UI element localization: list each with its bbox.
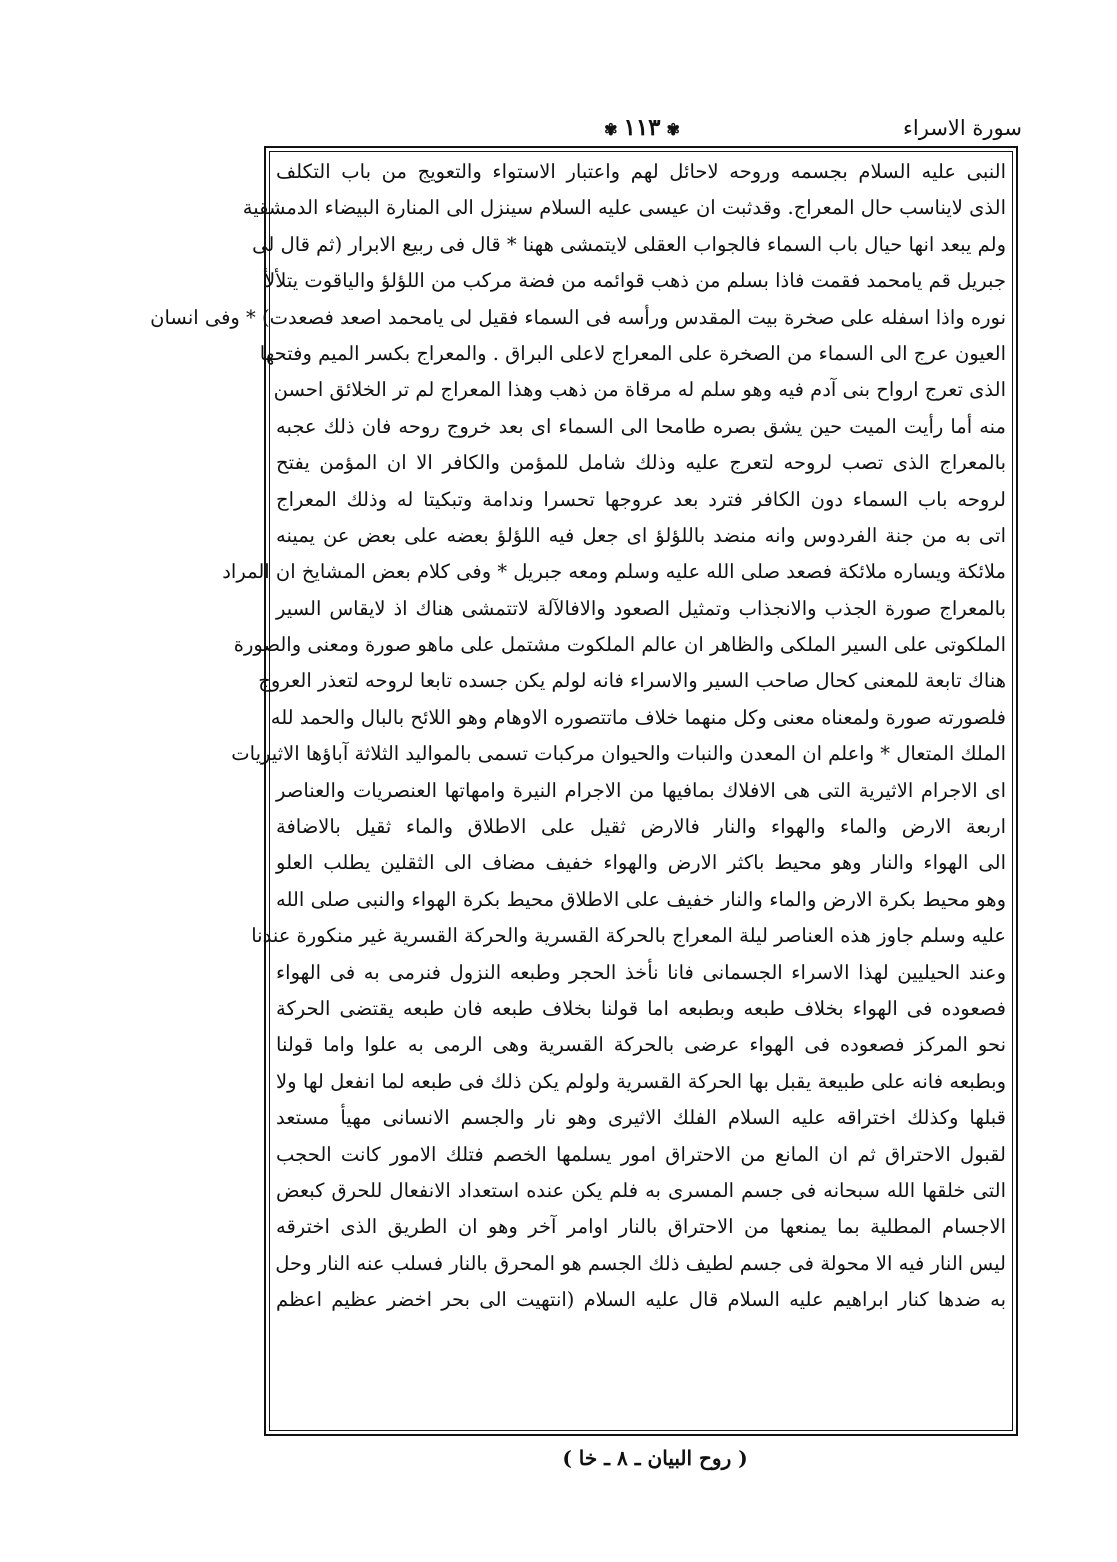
text-line: الى الهواء والنار وهو محيط باكثر الارض والهواء خفيف مضاف الى الثقلين يطلب العلو	[276, 851, 1006, 875]
page-number-block	[598, 114, 686, 141]
text-line: العيون عرج الى السماء من الصخرة على المعراج لاعلى البراق . والمعراج بكسر الميم وفتحها	[259, 341, 1006, 365]
text-line: هناك تابعة للمعنى كحال صاحب السير والاسراء فانه لولم يكن جسده تابعا لروحه لتعذر العروج	[258, 669, 1006, 693]
text-line: الملك المتعال * واعلم ان المعدن والنبات والحيوان مركبات تسمى بالمواليد الثلاثة آباؤها الاثيريات	[231, 742, 1006, 766]
page-header	[262, 112, 1022, 146]
surah-title: سورة الاسراء	[903, 116, 1022, 140]
text-line: ولم يبعد انها حيال باب السماء فالجواب العقلى لايتمشى ههنا * قال فى ربيع الابرار (ثم قال لى	[252, 232, 1006, 256]
text-line: الملكوتى على السير الملكى والظاهر ان عالم الملكوت مشتمل على ماهو صورة ومعنى والصورة	[233, 633, 1006, 657]
text-line: عليه وسلم جاوز هذه العناصر ليلة المعراج بالحركة القسرية والحركة القسرية غير منكورة عندنا	[251, 924, 1006, 948]
text-line: فصعوده فى الهواء بخلاف طبعه وبطبعه اما قولنا بخلاف طبعه فان طبعه يقتضى الحركة	[276, 996, 1006, 1020]
text-line: اربعة الارض والماء والهواء والنار فالارض ثقيل على الاطلاق والماء ثقيل بالاضافة	[276, 815, 1006, 839]
text-line: النبى عليه السلام بجسمه وروحه لاحائل لهم واعتبار الاستواء والتعويج من باب التكلف	[276, 160, 1006, 183]
text-line: بالمعراج الذى تصب لروحه لتعرج عليه وذلك شامل للمؤمن والكافر الا ان المؤمن يفتح	[276, 451, 1006, 475]
text-line: اى الاجرام الاثيرية التى هى الافلاك بمافيها من الاجرام النيرة وامهاتها العنصريات والعناصر	[276, 778, 1006, 802]
text-line: لروحه باب السماء دون الكافر فترد بعد عروجها تحسرا وندامة وتبكيتا له وذلك المعراج	[276, 487, 1006, 511]
text-line: التى خلقها الله سبحانه فى جسم المسرى به فلم يكن عنده استعداد الانفعال للحرق كبعض	[276, 1178, 1006, 1202]
text-line: جبريل قم يامحمد فقمت فاذا بسلم من ذهب قوائمه من فضة مركب من اللؤلؤ والياقوت يتلألأ	[264, 269, 1006, 293]
text-line: قبلها وكذلك اختراقه عليه السلام الفلك الاثيرى وهو نار والجسم الانسانى مهيأ مستعد	[276, 1106, 1006, 1130]
text-line: وبطبعه فانه على طبيعة يقبل بها الحركة القسرية ولولم يكن ذلك فى طبعه لما انفعل لها ولا	[276, 1069, 1006, 1093]
ornament-right-icon: ✾	[666, 120, 680, 139]
text-line: وعند الحيليين لهذا الاسراء الجسمانى فانا نأخذ الحجر وطبعه النزول فنرمى به فى الهواء	[276, 960, 1006, 984]
text-line: نحو المركز فصعوده فى الهواء عرضى بالحركة القسرية وهى الرمى به علوا واما قولنا	[276, 1033, 1006, 1057]
footer-signature: ( روح البيان ـ ٨ ـ خا )	[562, 1446, 748, 1470]
text-line: وهو محيط بكرة الارض والماء والنار خفيف على الاطلاق محيط بكرة الهواء والنبى صلى الله	[276, 887, 1006, 911]
page-number: ١١٣	[623, 114, 661, 141]
text-line: منه أما رأيت الميت حين يشق بصره طامحا الى السماء اى بعد خروج روحه فان ذلك عجبه	[276, 414, 1006, 438]
text-line: نوره واذا اسفله على صخرة بيت المقدس ورأسه فى السماء فقيل لى يامحمد اصعد فصعدت) * وفى انسان	[150, 305, 1006, 329]
text-line: لقبول الاحتراق ثم ان المانع من الاحتراق امور يسلمها الخصم فتلك الامور كانت الحجب	[276, 1142, 1006, 1166]
body-text	[150, 154, 1006, 1430]
text-line: اتى به من جنة الفردوس وانه منضد باللؤلؤ اى جعل فيه اللؤلؤ بعضه على بعض عن يمينه	[276, 523, 1006, 547]
text-line: به ضدها كنار ابراهيم عليه السلام قال عليه السلام (انتهيت الى بحر اخضر عظيم اعظم	[276, 1288, 1006, 1312]
text-line: ليس النار فيه الا محولة فى جسم لطيف ذلك الجسم هو المحرق بالنار فسلب عنه النار وحل	[275, 1251, 1006, 1275]
text-line: بالمعراج صورة الجذب والانجذاب وتمثيل الصعود والافالآلة لاتتمشى هناك اذ لايقاس السير	[276, 596, 1006, 620]
text-line: فلصورته صورة ولمعناه معنى وكل منهما خلاف ماتتصوره الاوهام وهو اللائح بالبال والحمد لله	[270, 705, 1006, 729]
ornament-left-icon: ✾	[604, 120, 618, 139]
text-line: ملائكة ويساره ملائكة فصعد صلى الله عليه وسلم ومعه جبريل * وفى كلام بعض المشايخ ان المراد	[222, 560, 1006, 584]
text-line: الذى تعرج ارواح بنى آدم فيه وهو سلم له مرقاة من ذهب وهذا المعراج لم تر الخلائق احسن	[273, 378, 1006, 402]
text-line: الاجسام المطلية بما يمنعها من الاحتراق بالنار اوامر آخر وهو ان الطريق الذى اخترقه	[276, 1215, 1006, 1239]
text-line: الذى لايناسب حال المعراج. وقدثبت ان عيسى عليه السلام سينزل الى المنارة البيضاء الدمشقية	[242, 196, 1006, 220]
